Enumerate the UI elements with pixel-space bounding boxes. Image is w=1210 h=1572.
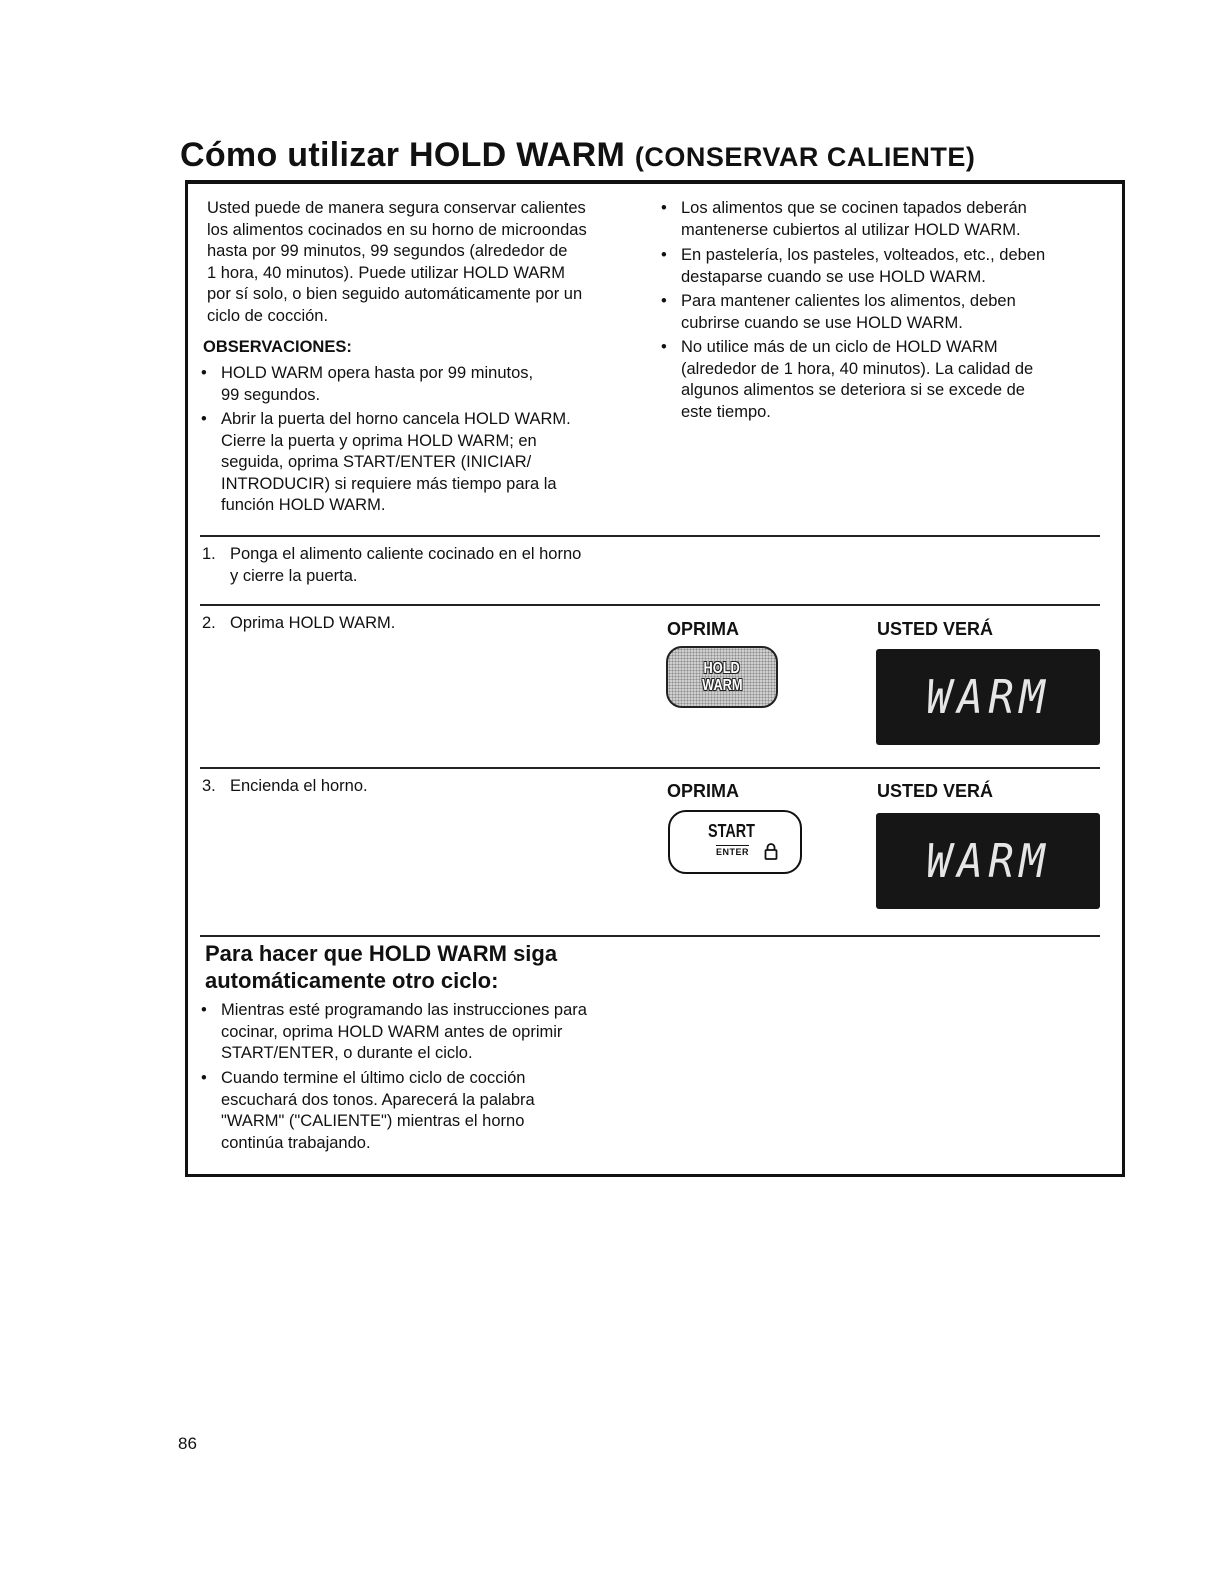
see-label: USTED VERÁ [877,619,994,639]
section-divider [200,767,1100,769]
section-divider [200,935,1100,937]
bullet-dot: • [661,292,667,310]
bullet-dot: • [661,246,667,264]
page-title [180,136,975,175]
auto-bullet: • Cuando termine el último ciclo de cocción escuchará dos tonos. Aparecerá la palabra "WARM" ("CALIENTE") mientras el horno continúa trabajando. [201,1069,535,1152]
page-number: 86 [178,1434,197,1453]
step-number: 2. [202,614,216,632]
observacion-bullet: • Para mantener calientes los alimentos, deben cubrirse cuando se use HOLD WARM. [661,292,1016,332]
hold-warm-button[interactable] [666,646,778,708]
observacion-bullet: • En pastelería, los pasteles, volteados, etc., deben destaparse cuando se use HOLD WARM. [661,246,1046,286]
auto-cycle-heading: Para hacer que HOLD WARM siga automáticamente otro ciclo: [205,941,558,993]
section-divider [200,535,1100,537]
see-label: USTED VERÁ [877,781,994,801]
step-number: 3. [202,777,216,795]
bullet-dot: • [661,338,667,356]
bullet-dot: • [201,1069,207,1087]
press-label: OPRIMA [667,619,739,639]
bullet-dot: • [201,1001,207,1019]
step-number: 1. [202,545,216,563]
section-divider [200,604,1100,606]
display-text: WARM [926,834,1050,888]
step-2: 2. Oprima HOLD WARM. [202,613,395,635]
observacion-bullet: • HOLD WARM opera hasta por 99 minutos, 99 segundos. [201,364,534,404]
start-enter-button[interactable] [668,810,802,874]
title-main: Cómo utilizar HOLD WARM [180,136,626,174]
lock-icon [764,842,778,860]
auto-bullet: • Mientras esté programando las instrucciones para cocinar, oprima HOLD WARM antes de oprimir START/ENTER, o durante el ciclo. [201,1001,587,1062]
hold-warm-button-line1: HOLD [703,660,741,677]
bullet-dot: • [201,364,207,382]
display-text: WARM [926,670,1050,724]
observaciones-heading: OBSERVACIONES: [203,338,352,356]
observacion-bullet: • Abrir la puerta del horno cancela HOLD WARM. Cierre la puerta y oprima HOLD WARM; en seguida, oprima START/ENTER (INICIAR/ INTRODUCIR) si requiere más tiempo para la función HOLD WARM. [201,410,571,514]
hold-warm-button-line2: WARM [701,677,743,694]
title-sub: (CONSERVAR CALIENTE) [634,142,976,172]
bullet-dot: • [201,410,207,428]
observacion-bullet: • No utilice más de un ciclo de HOLD WARM (alrededor de 1 hora, 40 minutos). La calidad de algunos alimentos se deteriora si se excede de este tiempo. [661,338,1034,421]
intro-paragraph: Usted puede de manera segura conservar calientes los alimentos cocinados en su horno de microondas hasta por 99 minutos, 99 segundos (alrededor de 1 hora, 40 minutos). Puede utilizar HOLD WARM por sí solo, o bien seguido automáticamente por un ciclo de cocción. [207,199,587,325]
step-1: 1. Ponga el alimento caliente cocinado en el horno y cierre la puerta. [202,545,582,585]
display-panel [876,813,1100,909]
press-label: OPRIMA [667,781,739,801]
start-label: START [708,821,755,841]
display-panel [876,649,1100,745]
enter-label: ENTER [716,847,750,857]
step-3: 3. Encienda el horno. [202,776,368,798]
bullet-dot: • [661,199,667,217]
observacion-bullet: • Los alimentos que se cocinen tapados deberán mantenerse cubiertos al utilizar HOLD WARM. [661,199,1027,239]
